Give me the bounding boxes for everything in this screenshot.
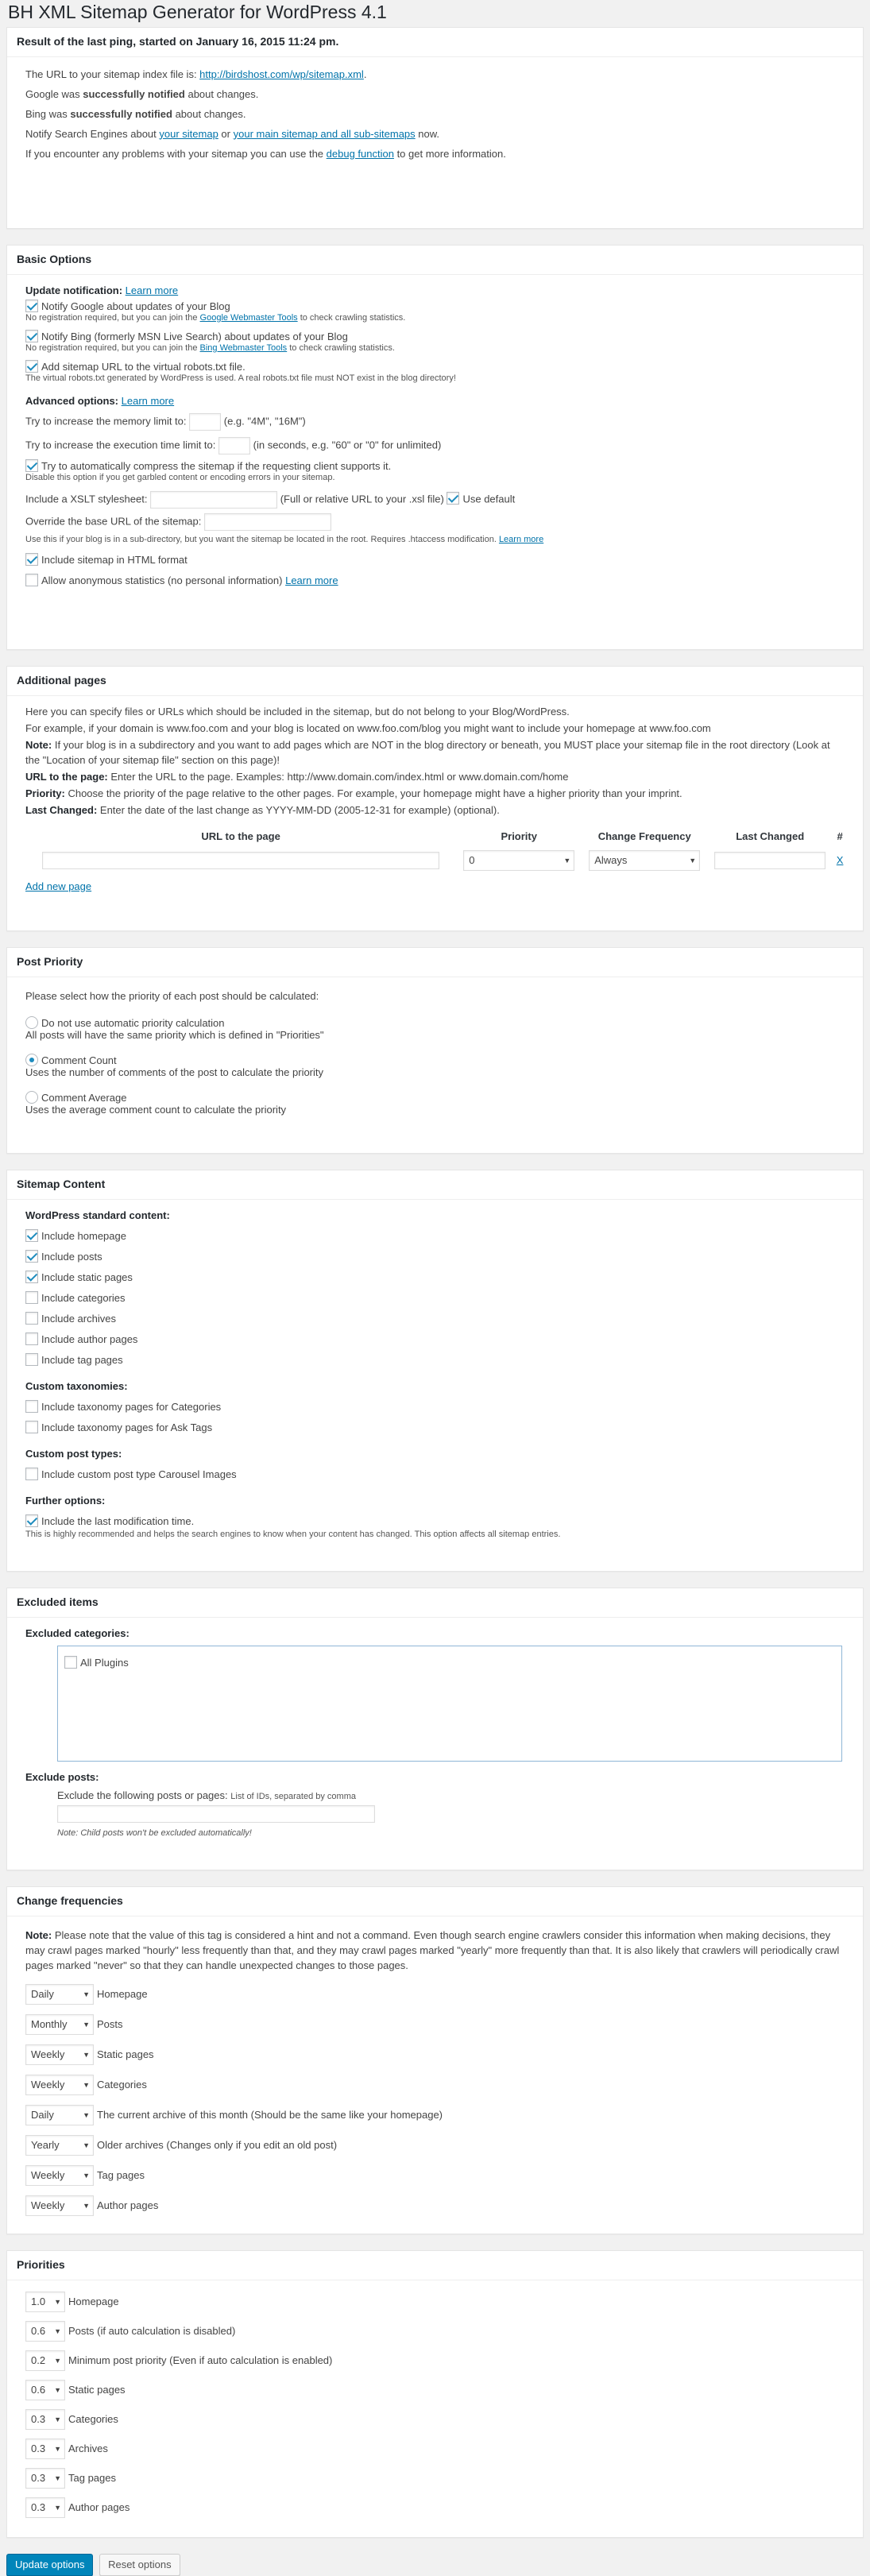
anon-learn-more-link[interactable]: Learn more [285, 574, 338, 586]
freq-row-posts: Monthly ▼ Posts [25, 2014, 847, 2035]
page-frequency-select[interactable]: Always ▼ [589, 850, 700, 871]
prio-row-author-pages: 0.3 ▼ Author pages [25, 2497, 853, 2518]
std-item-homepage[interactable]: Include homepage [25, 1229, 853, 1244]
prio-row-tag-pages: 0.3 ▼ Tag pages [25, 2468, 853, 2489]
debug-line: If you encounter any problems with your sitemap you can use the debug function to get more information. [25, 147, 506, 160]
sitemap-index-line: The URL to your sitemap index file is: http://birdshost.com/wp/sitemap.xml. [25, 68, 367, 80]
freq-row-homepage: Daily ▼ Homepage [25, 1984, 847, 2005]
freq-author-pages-select[interactable]: Weekly ▼ [25, 2195, 94, 2216]
freq-row-tag-pages: Weekly ▼ Tag pages [25, 2165, 847, 2186]
last-modification-checkbox[interactable] [25, 1514, 38, 1527]
form-actions [6, 2554, 864, 2576]
change-frequencies-box: Change frequencies Note: Please note that the value of this tag is considered a hint and not a command. Even though search engine crawlers consider this information when making decisions, they may crawl pages marked "hourly" less frequently than that, and they may crawl pages marked "yearly" more frequently than that. It is also likely that crawlers will periodically crawl pages marked "never" so that they can handle unexpected changes to those pages. Daily ▼ Homepage Monthly ▼ Posts Weekly ▼ Static pages Weekly ▼ Categories Daily ▼ The current archive of this month (Should be the same like your homepage) Yearly ▼ Older archives (Changes only if you edit an old post) Weekly ▼ Tag pages Weekly ▼ Author pages [6, 1886, 864, 2234]
include-archives-checkbox[interactable] [25, 1312, 38, 1325]
std-item-posts[interactable]: Include posts [25, 1250, 853, 1264]
reset-options-button[interactable]: Reset options [99, 2554, 180, 2576]
notify-all-sitemaps-link[interactable]: your main sitemap and all sub-sitemaps [233, 127, 416, 140]
col-priority: Priority [501, 830, 537, 842]
freq-static-pages-select[interactable]: Weekly ▼ [25, 2044, 94, 2065]
include-author-pages-checkbox[interactable] [25, 1332, 38, 1345]
post-priority-box: Post Priority Please select how the priority of each post should be calculated: Do not use automatic priority calculation All posts will have the same priority which is defined in "Priorities" Comment Count Uses the number of comments of the post to calculate the priority Comment Average Uses the average comment count to calculate the priority [6, 947, 864, 1154]
tax-item-categories[interactable]: Include taxonomy pages for Categories [25, 1400, 853, 1414]
delete-page-link[interactable]: X [836, 854, 844, 867]
tax-ask-tags-checkbox[interactable] [25, 1421, 38, 1433]
notify-google-checkbox[interactable] [25, 300, 38, 312]
basic-options-box: Basic Options Update notification: Learn more Notify Google about updates of your Blog No registration required, but you can join the Google Webmaster Tools to check crawling statistics. Notify Bing (formerly MSN Live Search) about updates of your Blog No registration required, but you can join the Bing Webmaster Tools to check crawling statistics. Add sitemap URL to the virtual robots.txt file. The virtual robots.txt generated by WordPress is used. A real robots.txt file must NOT exist in the blog directory! Advanced options: Learn more Try to increase the memory limit to: (e.g. "4M", "16M") Try to increase the execution time limit to: (in seconds, e.g. "60" or "0" for unlimited) Try to automatically compress the sitemap if the requesting client supports it. Disable this option if you get garbled content or encoding errors in your sitemap. Include a XSLT stylesheet: (Full or relative URL to your .xsl file) Use default Override the base URL of the sitemap: Use this if your blog is in a sub-directory, but you want the sitemap be located in the root. Requires .htaccess modification. Learn more Include sitemap in HTML format Allow anonymous statistics (no personal information) Learn more [6, 245, 864, 650]
change-frequencies-title: Change frequencies [7, 1887, 863, 1917]
additional-pages-table [25, 826, 847, 874]
page-title: BH XML Sitemap Generator for WordPress 4.1 [8, 2, 387, 22]
col-change-frequency: Change Frequency [597, 830, 691, 842]
freq-tag-pages-select[interactable]: Weekly ▼ [25, 2165, 94, 2186]
cpt-carousel-checkbox[interactable] [25, 1468, 38, 1480]
freq-older-archives-select[interactable]: Yearly ▼ [25, 2135, 94, 2156]
prio-row-min-post: 0.2 ▼ Minimum post priority (Even if auto calculation is enabled) [25, 2350, 853, 2371]
freq-row-older-archives: Yearly ▼ Older archives (Changes only if you edit an old post) [25, 2135, 847, 2156]
memory-limit-input[interactable] [189, 413, 221, 431]
ping-result-title: Result of the last ping, started on January 16, 2015 11:24 pm. [7, 28, 863, 57]
update-options-button[interactable]: Update options [6, 2554, 93, 2576]
include-tag-pages-checkbox[interactable] [25, 1353, 38, 1366]
include-posts-checkbox[interactable] [25, 1250, 38, 1263]
prio-row-archives: 0.3 ▼ Archives [25, 2439, 853, 2459]
anonymous-stats-checkbox[interactable] [25, 574, 38, 586]
update-notification-label: Update notification: [25, 284, 123, 296]
prio-categories-select[interactable]: 0.3 ▼ [25, 2409, 65, 2430]
tax-categories-checkbox[interactable] [25, 1400, 38, 1413]
post-priority-title: Post Priority [7, 948, 863, 977]
table-row [25, 847, 847, 874]
bing-notified-line: Bing was successfully notified about changes. [25, 107, 246, 120]
prio-homepage-select[interactable]: 1.0 ▼ [25, 2292, 65, 2312]
ping-result-box [6, 27, 864, 229]
std-item-static-pages[interactable]: Include static pages [25, 1271, 853, 1285]
add-new-page-link[interactable]: Add new page [25, 880, 92, 892]
freq-posts-select[interactable]: Monthly ▼ [25, 2014, 94, 2035]
update-learn-more-link[interactable]: Learn more [125, 284, 179, 296]
prio-min-post-select[interactable]: 0.2 ▼ [25, 2350, 65, 2371]
col-last-changed: Last Changed [736, 830, 805, 842]
freq-row-current-archive: Daily ▼ The current archive of this month (Should be the same like your homepage) [25, 2105, 847, 2125]
additional-pages-title: Additional pages [7, 667, 863, 696]
excluded-categories-list[interactable]: All Plugins [57, 1646, 842, 1762]
freq-categories-select[interactable]: Weekly ▼ [25, 2075, 94, 2095]
robots-txt-checkbox[interactable] [25, 360, 38, 373]
std-item-categories[interactable]: Include categories [25, 1291, 853, 1305]
prio-row-categories: 0.3 ▼ Categories [25, 2409, 853, 2430]
include-static-pages-checkbox[interactable] [25, 1271, 38, 1283]
freq-row-author-pages: Weekly ▼ Author pages [25, 2195, 847, 2216]
compress-sitemap-checkbox[interactable] [25, 459, 38, 472]
advanced-options-label: Advanced options: [25, 394, 119, 407]
priorities-title: Priorities [7, 2251, 863, 2280]
prio-archives-select[interactable]: 0.3 ▼ [25, 2439, 65, 2459]
html-format-checkbox[interactable] [25, 553, 38, 566]
page-priority-select[interactable]: 0 ▼ [463, 850, 574, 871]
excluded-items-box: Excluded items Excluded categories: All Plugins Exclude posts: Exclude the following posts or pages: List of IDs, separated by comma Note: Child posts won't be excluded automatically! [6, 1588, 864, 1870]
cpt-item-carousel[interactable]: Include custom post type Carousel Images [25, 1468, 853, 1482]
prio-row-static-pages: 0.6 ▼ Static pages [25, 2380, 853, 2400]
prio-posts-select[interactable]: 0.6 ▼ [25, 2321, 65, 2342]
page-url-input[interactable] [42, 852, 439, 869]
priority-comment-count-radio[interactable] [25, 1054, 38, 1066]
std-item-tag-pages[interactable]: Include tag pages [25, 1353, 853, 1367]
notify-line: Notify Search Engines about your sitemap or your main sitemap and all sub-sitemaps now. [25, 127, 440, 140]
tax-item-ask-tags[interactable]: Include taxonomy pages for Ask Tags [25, 1421, 853, 1435]
exclude-all-plugins-checkbox[interactable] [64, 1656, 77, 1669]
sitemap-index-link[interactable]: http://birdshost.com/wp/sitemap.xml [199, 68, 364, 80]
use-default-xslt-checkbox[interactable] [447, 492, 459, 505]
prio-tag-pages-select[interactable]: 0.3 ▼ [25, 2468, 65, 2489]
prio-row-homepage: 1.0 ▼ Homepage [25, 2292, 853, 2312]
exclude-posts-input[interactable] [57, 1805, 375, 1823]
freq-row-static-pages: Weekly ▼ Static pages [25, 2044, 847, 2065]
execution-time-input[interactable] [218, 437, 250, 454]
include-categories-checkbox[interactable] [25, 1291, 38, 1304]
notify-bing-checkbox[interactable] [25, 330, 38, 342]
debug-function-link[interactable]: debug function [326, 147, 394, 160]
prio-author-pages-select[interactable]: 0.3 ▼ [25, 2497, 65, 2518]
base-url-learn-more-link[interactable]: Learn more [498, 534, 544, 544]
sitemap-content-box: Sitemap Content WordPress standard content: Include homepage Include posts Include static pages Include categories Include archives Include author pages Include tag pages Custom taxonomies: Include taxonomy pages for Categories Include taxonomy pages for Ask Tags Custom post types: Include custom post type Carousel Images Further options: Include the last modification time. This is highly recommended and helps the search engines to know when your content has changed. This option affects all sitemap entries. [6, 1170, 864, 1572]
advanced-learn-more-link[interactable]: Learn more [121, 394, 175, 407]
page-last-changed-input[interactable] [714, 852, 826, 869]
prio-static-pages-select[interactable]: 0.6 ▼ [25, 2380, 65, 2400]
include-homepage-checkbox[interactable] [25, 1229, 38, 1242]
freq-homepage-select[interactable]: Daily ▼ [25, 1984, 94, 2005]
priorities-box [6, 2250, 864, 2538]
std-item-author-pages[interactable]: Include author pages [25, 1332, 853, 1347]
priority-comment-average-radio[interactable] [25, 1091, 38, 1104]
base-url-input[interactable] [204, 513, 331, 531]
freq-row-categories: Weekly ▼ Categories [25, 2075, 847, 2095]
notify-sitemap-link[interactable]: your sitemap [159, 127, 218, 140]
xslt-stylesheet-input[interactable] [150, 491, 277, 509]
freq-current-archive-select[interactable]: Daily ▼ [25, 2105, 94, 2125]
priority-none-radio[interactable] [25, 1016, 38, 1029]
basic-options-title: Basic Options [7, 246, 863, 275]
google-webmaster-link[interactable]: Google Webmaster Tools [199, 312, 298, 323]
google-notified-line: Google was successfully notified about changes. [25, 87, 259, 100]
additional-pages-box: Additional pages Here you can specify files or URLs which should be included in the sitemap, but do not belong to your Blog/WordPress. For example, if your domain is www.foo.com and your blog is located on www.foo.com/blog you might want to include your homepage at www.foo.com Note: If your blog is in a subdirectory and you want to add pages which are NOT in the blog directory or beneath, you MUST place your sitemap file in the root directory (Look at the "Location of your sitemap file" section on this page)! URL to the page: Enter the URL to the page. Examples: http://www.domain.com/index.html or www.domain.com/home Priority: Choose the priority of the page relative to the other pages. For example, your homepage might have a higher priority than your imprint. Last Changed: Enter the date of the last change as YYYY-MM-DD (2005-12-31 for example) (optional). URL to the page Priority Change Frequency Last Changed # 0 ▼ Always ▼ X Add new page [6, 666, 864, 931]
excluded-items-title: Excluded items [7, 1588, 863, 1618]
std-item-archives[interactable]: Include archives [25, 1312, 853, 1326]
col-delete: # [837, 830, 843, 842]
sitemap-content-title: Sitemap Content [7, 1170, 863, 1200]
col-url: URL to the page [201, 830, 280, 842]
bing-webmaster-link[interactable]: Bing Webmaster Tools [199, 342, 288, 353]
prio-row-posts: 0.6 ▼ Posts (if auto calculation is disabled) [25, 2321, 853, 2342]
